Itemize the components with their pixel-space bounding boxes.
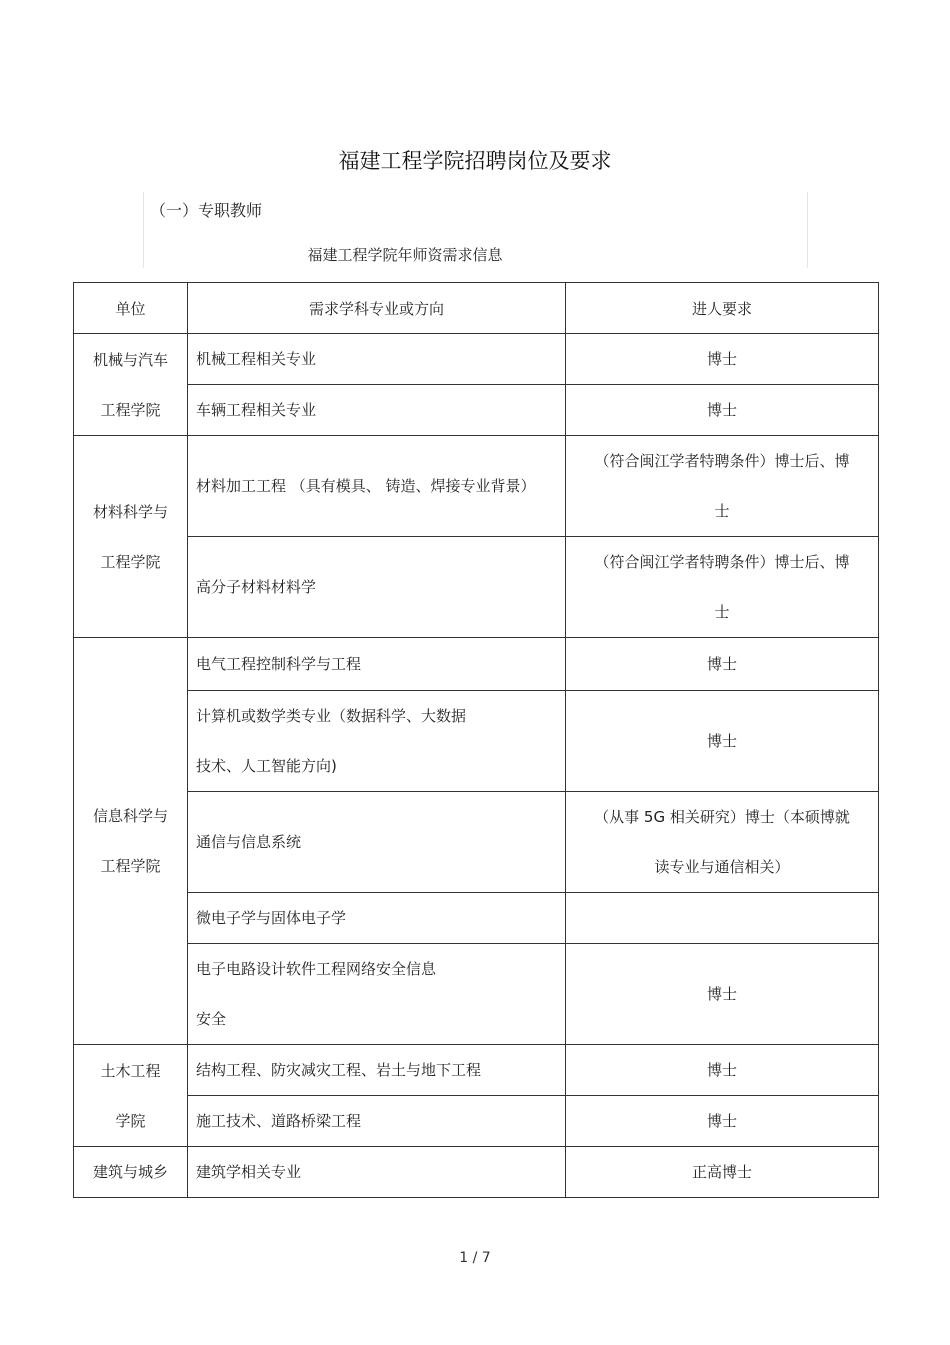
unit-line: 工程学院 <box>100 400 161 419</box>
requirement-cell <box>566 893 879 944</box>
table-row <box>74 691 879 792</box>
table-row <box>74 1147 879 1198</box>
requirement-line: 博士 <box>706 655 737 673</box>
requirement-line: 读专业与通信相关） <box>654 858 790 876</box>
table-caption: 福建工程学院年师资需求信息 <box>307 246 503 264</box>
unit-cell <box>74 1147 188 1198</box>
page-number: 1 / 7 <box>459 1250 491 1266</box>
unit-line: 信息科学与 <box>92 807 168 825</box>
requirement-line <box>566 893 878 943</box>
requirement-cell <box>566 436 879 537</box>
requirement-cell <box>566 1045 879 1096</box>
unit-line: 材料科学与 <box>92 502 168 521</box>
recruitment-table <box>73 282 879 1198</box>
major-line: 结构工程、防灾减灾工程、岩土与地下工程 <box>196 1061 482 1079</box>
requirement-line: 正高博士 <box>691 1163 752 1181</box>
table-row <box>74 638 879 691</box>
major-cell <box>188 893 566 944</box>
major-line: 机械工程相关专业 <box>196 350 317 368</box>
major-cell <box>188 436 566 537</box>
major-line: 安全 <box>196 1010 227 1028</box>
requirement-line: 士 <box>714 603 730 621</box>
major-line: 通信与信息系统 <box>196 833 302 851</box>
table-row <box>74 944 879 1045</box>
requirement-cell <box>566 691 879 792</box>
section-heading: （一）专职教师 <box>150 201 263 220</box>
unit-line: 机械与汽车 <box>92 350 168 369</box>
requirement-line: 博士 <box>706 1061 737 1079</box>
unit-line: 工程学院 <box>100 552 161 571</box>
major-cell <box>188 944 566 1045</box>
major-line: 高分子材料材料学 <box>196 578 317 596</box>
table-row <box>74 334 879 385</box>
requirement-line: 博士 <box>706 401 737 419</box>
major-line: 微电子学与固体电子学 <box>196 909 347 927</box>
table-row <box>74 792 879 893</box>
requirement-cell <box>566 537 879 638</box>
major-cell <box>188 1096 566 1147</box>
major-cell <box>188 537 566 638</box>
major-line: 车辆工程相关专业 <box>196 401 317 419</box>
requirement-cell <box>566 334 879 385</box>
major-cell <box>188 1045 566 1096</box>
table-row <box>74 537 879 638</box>
requirement-line: （从事 5G 相关研究）博士（本硕博就 <box>594 808 850 826</box>
requirement-line: 博士 <box>706 1112 737 1130</box>
requirement-cell <box>566 385 879 436</box>
unit-line: 土木工程 <box>100 1061 161 1080</box>
unit-cell <box>74 334 188 436</box>
unit-line: 学院 <box>115 1111 146 1130</box>
requirement-line: 博士 <box>706 732 737 750</box>
unit-cell <box>74 436 188 638</box>
table-row <box>74 893 879 944</box>
major-line: 电气工程控制科学与工程 <box>196 655 362 673</box>
major-cell <box>188 334 566 385</box>
major-line: 材料加工工程 （具有模具、 铸造、焊接专业背景） <box>196 477 536 495</box>
unit-line: 工程学院 <box>100 857 161 875</box>
header-requirement: 进人要求 <box>566 283 879 334</box>
table-row <box>74 1045 879 1096</box>
requirement-line: 士 <box>714 502 730 520</box>
unit-cell <box>74 1045 188 1147</box>
unit-cell <box>74 638 188 1045</box>
major-line: 施工技术、道路桥梁工程 <box>196 1112 362 1130</box>
major-cell <box>188 691 566 792</box>
table-row <box>74 436 879 537</box>
requirement-cell <box>566 792 879 893</box>
major-cell <box>188 638 566 691</box>
requirement-cell <box>566 1096 879 1147</box>
unit-line: 建筑与城乡 <box>92 1163 168 1181</box>
major-line: 电子电路设计软件工程网络安全信息 <box>196 960 437 978</box>
table-row <box>74 385 879 436</box>
table-row <box>74 1096 879 1147</box>
major-cell <box>188 792 566 893</box>
header-unit: 单位 <box>74 283 188 334</box>
document-title: 福建工程学院招聘岗位及要求 <box>338 149 612 173</box>
major-line: 建筑学相关专业 <box>196 1163 302 1181</box>
requirement-line: 博士 <box>706 350 737 368</box>
major-line: 技术、人工智能方向) <box>196 757 337 775</box>
major-line: 计算机或数学类专业（数据科学、大数据 <box>196 707 467 725</box>
header-major: 需求学科专业或方向 <box>188 283 566 334</box>
requirement-line: （符合闽江学者特聘条件）博士后、博 <box>594 452 850 470</box>
requirement-line: 博士 <box>706 985 737 1003</box>
requirement-cell <box>566 638 879 691</box>
table-header-row <box>74 283 879 334</box>
requirement-line: （符合闽江学者特聘条件）博士后、博 <box>594 553 850 571</box>
major-cell <box>188 385 566 436</box>
requirement-cell <box>566 944 879 1045</box>
major-cell <box>188 1147 566 1198</box>
requirement-cell <box>566 1147 879 1198</box>
